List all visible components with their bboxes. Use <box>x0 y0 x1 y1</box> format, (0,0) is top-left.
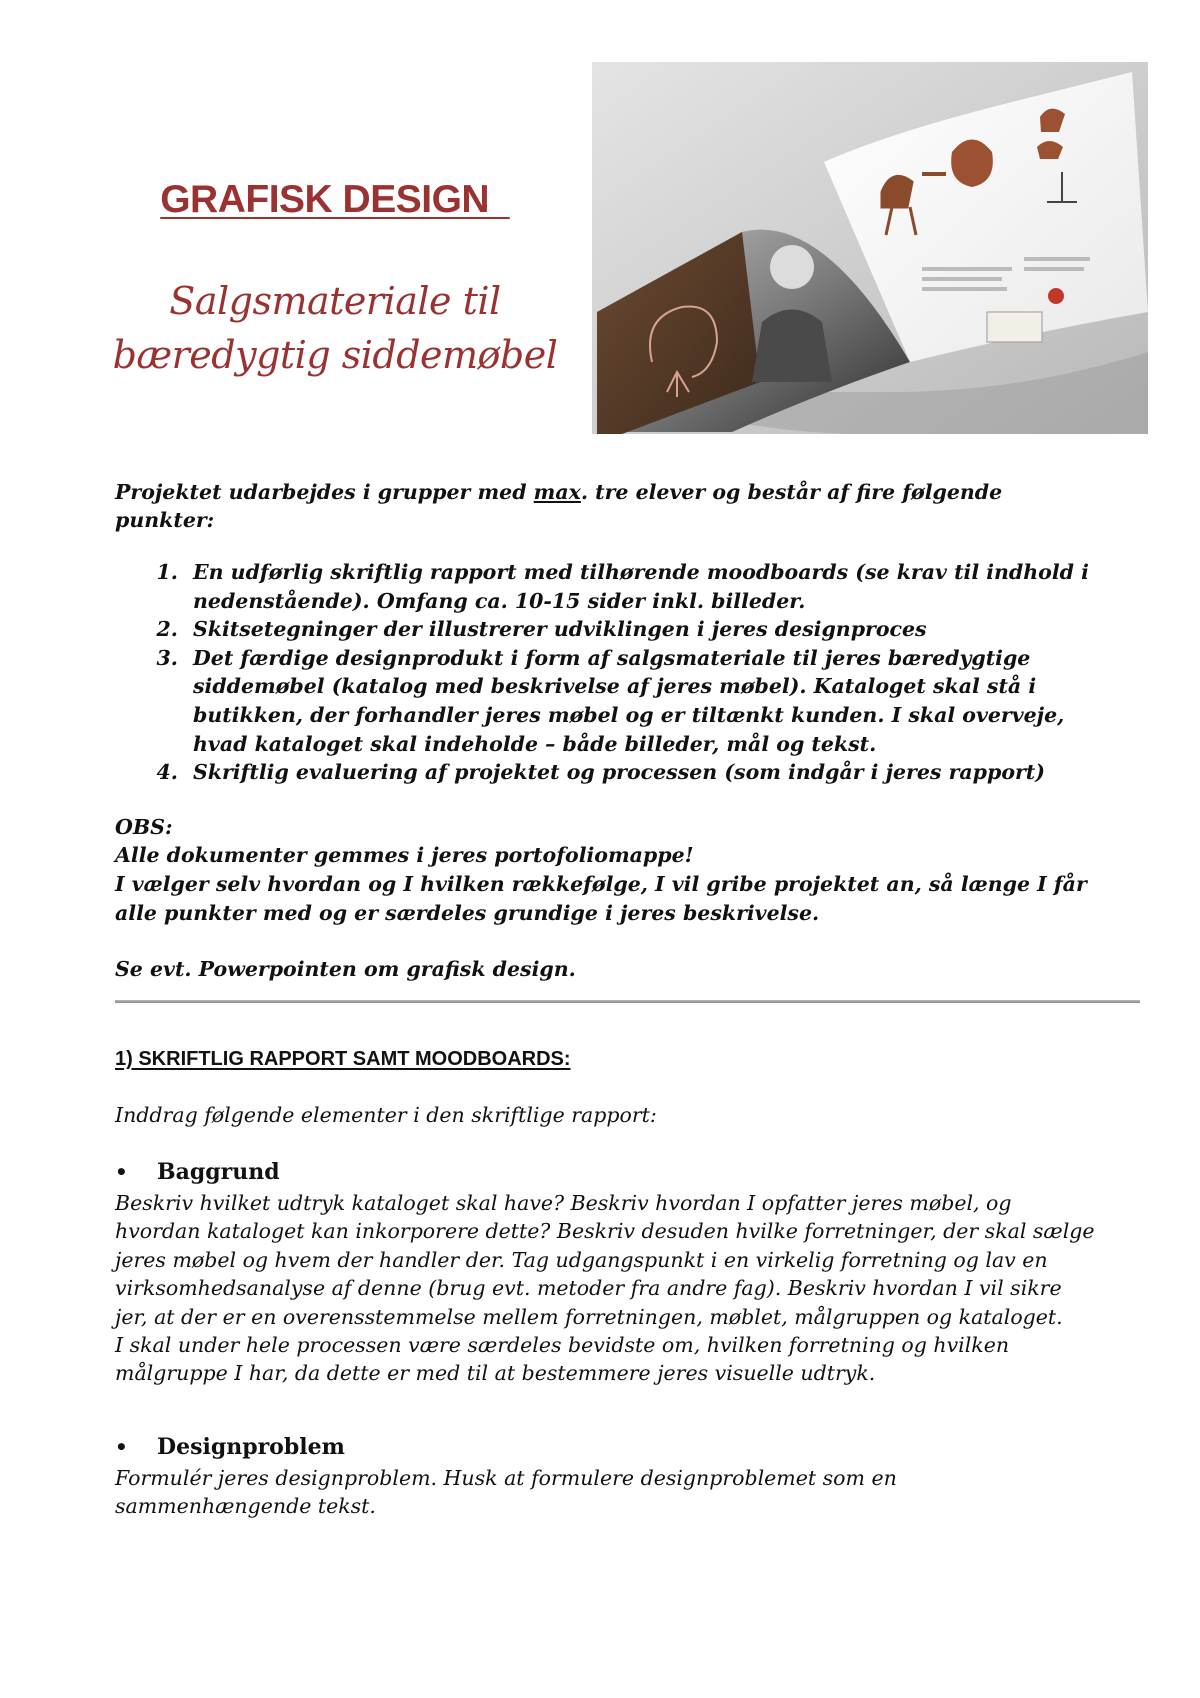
section-written-report <box>115 1048 1095 1521</box>
brochure-illustration <box>592 62 1148 434</box>
subtitle-line-2: bæredygtig siddemøbel <box>112 333 558 377</box>
topic-heading: Designproblem <box>157 1433 345 1460</box>
brochure-photo <box>592 62 1148 434</box>
section-title: 1) SKRIFTLIG RAPPORT SAMT MOODBOARDS: <box>115 1048 571 1070</box>
list-item: 4. Skriftlig evaluering af projektet og processen (som indgår i jeres rapport) <box>185 758 1095 787</box>
powerpoint-note: Se evt. Powerpointen om grafisk design. <box>115 957 576 982</box>
page-title: GRAFISK DESIGN <box>160 178 510 221</box>
points-list <box>115 558 1095 787</box>
page-subtitle <box>100 274 570 382</box>
topic-body: Formulér jeres designproblem. Husk at formulere designproblemet som en sammenhængende tekst. <box>115 1465 897 1519</box>
bullet-icon: • <box>115 1434 128 1459</box>
intro-paragraph: Projektet udarbejdes i grupper med max. tre elever og består af fire følgende punkter: <box>115 480 1003 532</box>
bullet-icon: • <box>115 1160 128 1184</box>
topic-body: Beskriv hvilket udtryk kataloget skal have? Beskriv hvordan I opfatter jeres møbel, og hvordan kataloget kan inkorporere dette? Beskriv desuden hvilke forretninger, der skal sælge jeres møbel og hvem der handler der. Tag udgangspunkt i en virkelig forretning og lav en virksomhedsanalyse af denne (brug evt. metoder fra andre fag). Beskriv hvordan I vil sikre jer, at der er en overensstemmelse mellem forretningen, møblet, målgruppen og kataloget. I skal under hele processen være særdeles bevidste om, hvilken forretning og hvilken målgruppe I har, da dette er med til at bestemmere jeres visuelle udtryk. <box>115 1191 1095 1386</box>
obs-line-1: Alle dokumenter gemmes i jeres portofoliomappe! <box>115 843 694 868</box>
project-description <box>115 478 1095 1004</box>
topic-baggrund <box>115 1157 1095 1388</box>
section-intro: Inddrag følgende elementer i den skriftlige rapport: <box>115 1103 657 1127</box>
obs-line-2: I vælger selv hvordan og I hvilken rækkefølge, I vil gribe projektet an, så længe I får alle punkter med og er særdeles grundige i jeres beskrivelse. <box>115 871 1087 925</box>
list-item: 2. Skitsetegninger der illustrerer udviklingen i jeres designproces <box>185 615 1095 644</box>
topic-heading: Baggrund <box>157 1159 280 1185</box>
list-item: 1. En udførlig skriftlig rapport med tilhørende moodboards (se krav til indhold i nedenstående). Omfang ca. 10-15 sider inkl. billeder. <box>185 558 1095 615</box>
list-item: 3. Det færdige designprodukt i form af salgsmateriale til jeres bæredygtige siddemøbel (katalog med beskrivelse af jeres møbel). Kataloget skal stå i butikken, der forhandler jeres møbel og er tiltænkt kunden. I skal overveje, hvad kataloget skal indeholde – både billeder, mål og tekst. <box>185 644 1095 758</box>
title-block <box>100 178 570 382</box>
section-divider <box>115 1000 1140 1003</box>
obs-label: OBS: <box>115 814 173 839</box>
topic-designproblem <box>115 1432 1095 1521</box>
subtitle-line-1: Salgsmateriale til <box>169 279 501 323</box>
obs-block <box>115 813 1095 927</box>
